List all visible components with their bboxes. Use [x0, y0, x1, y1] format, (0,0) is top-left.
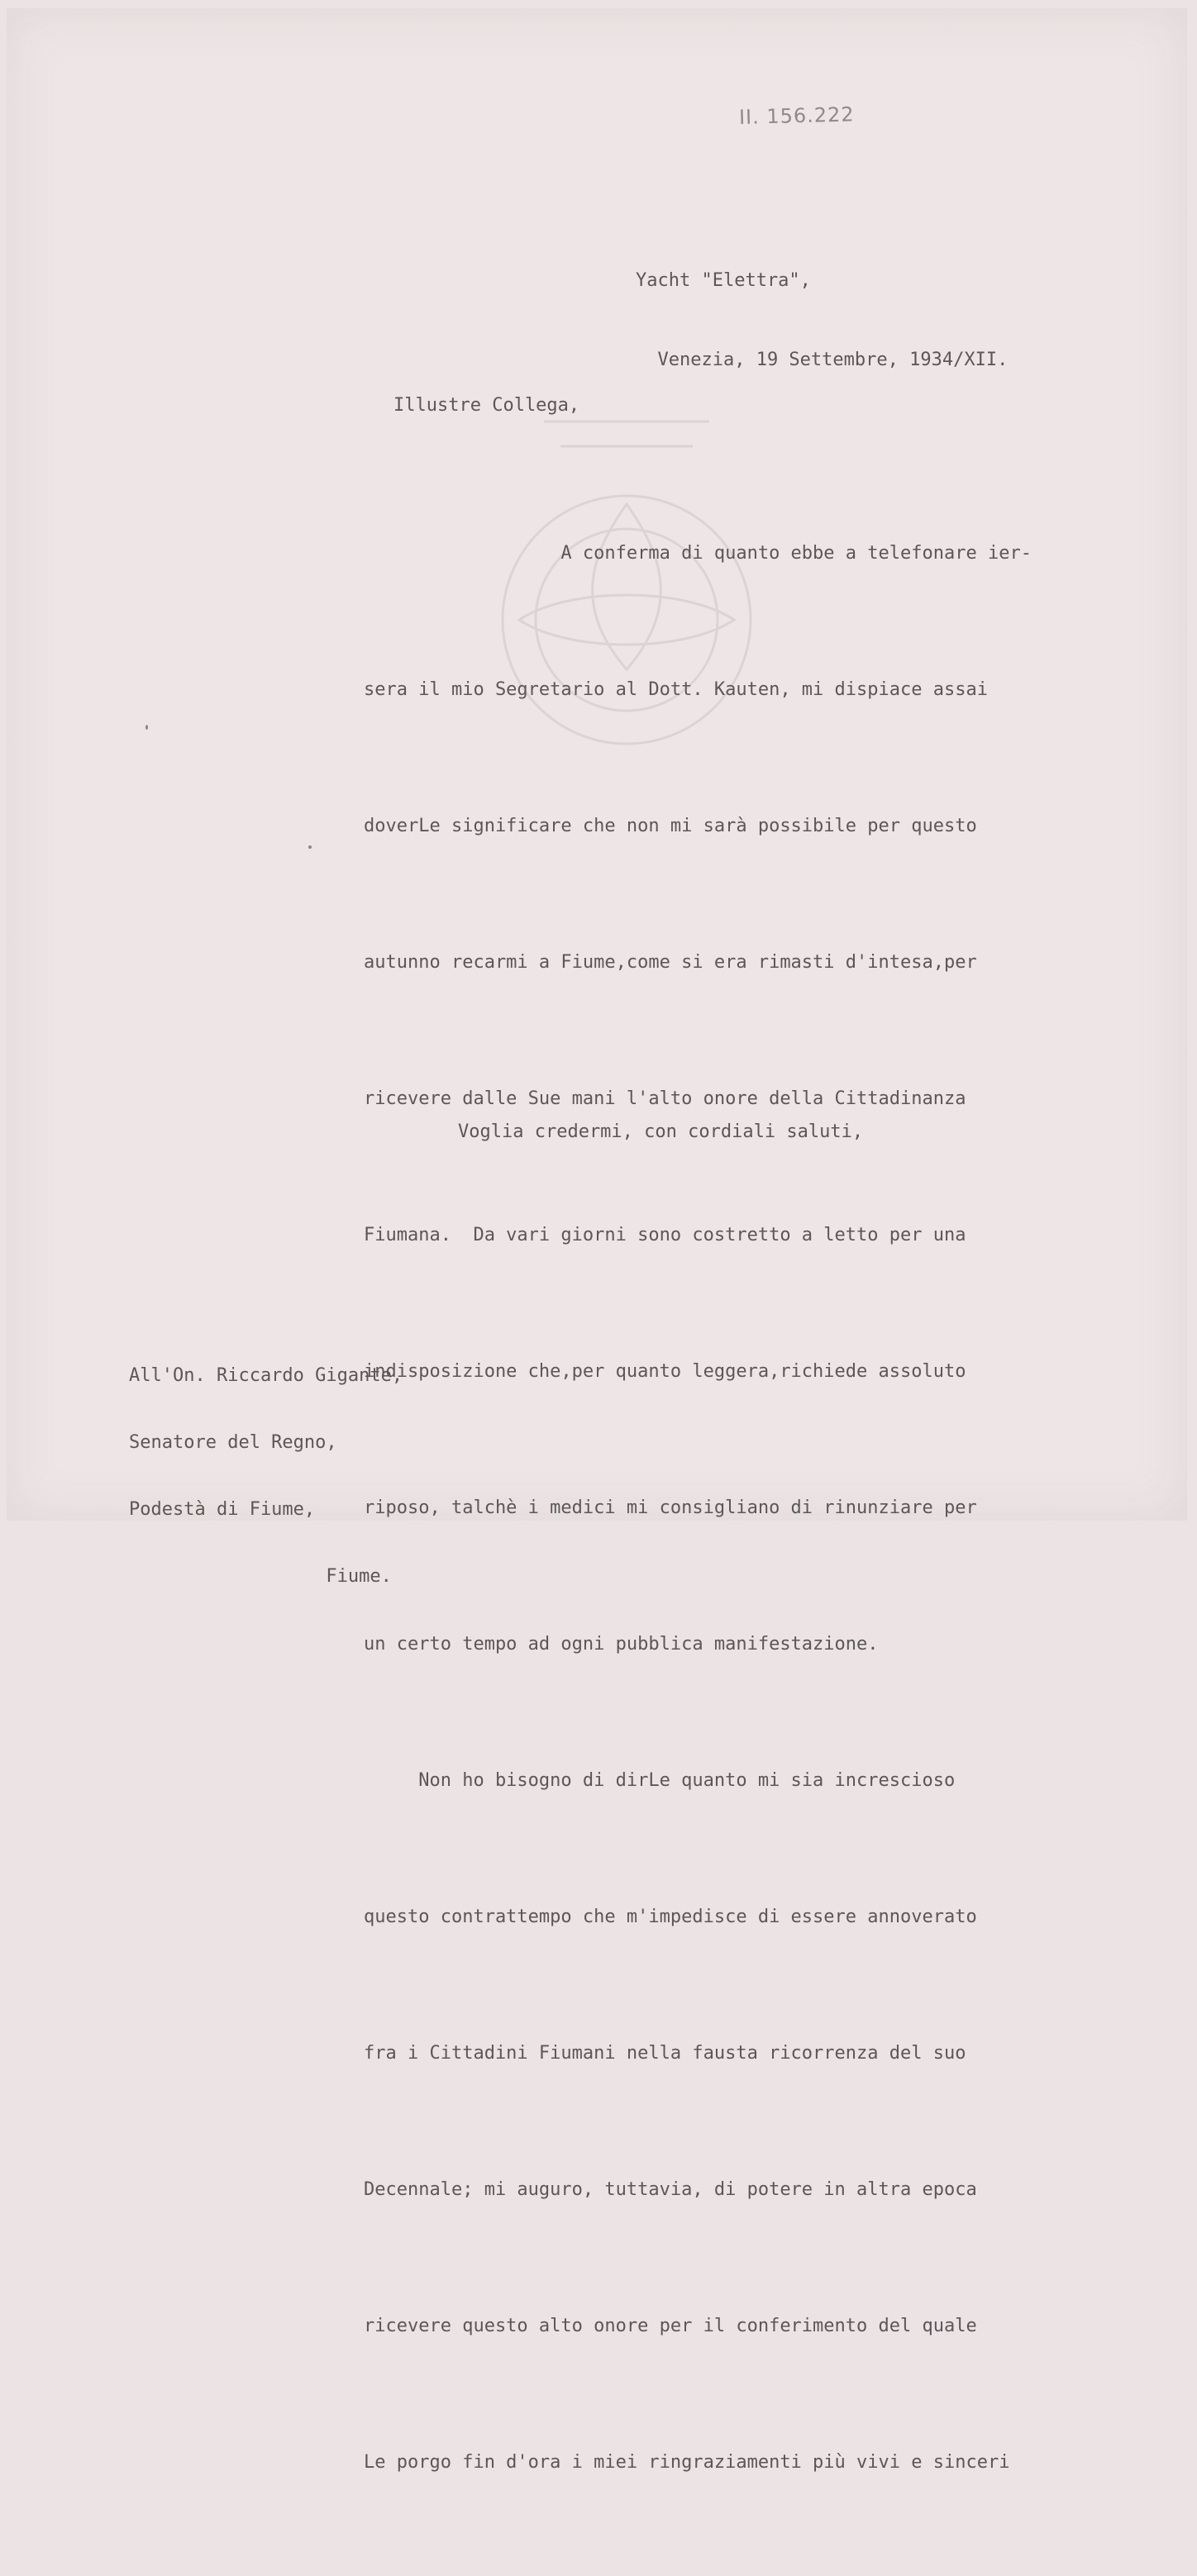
- body-line: un certo tempo ad ogni pubblica manifestazione.: [364, 1634, 879, 1655]
- header-line-place-date: Venezia, 19 Settembre, 1934/XII.: [636, 350, 1009, 370]
- recipient-city: Fiume.: [129, 1566, 392, 1587]
- body-line: doverLe significare che non mi sarà possibile per questo: [364, 816, 977, 836]
- header-line-yacht: Yacht "Elettra",: [636, 270, 811, 291]
- body-line: Non ho bisogno di dirLe quanto mi sia increscioso: [364, 1770, 956, 1791]
- body-line: indisposizione che,per quanto leggera,richiede assoluto: [364, 1361, 966, 1382]
- recipient-name: All'On. Riccardo Gigante,: [129, 1365, 403, 1386]
- paper-speck: [145, 725, 148, 730]
- letter-header: [636, 215, 1008, 426]
- body-line: A conferma di quanto ebbe a telefonare ier-: [364, 543, 1032, 564]
- salutation: Illustre Collega,: [393, 395, 580, 416]
- recipient-address: [129, 1320, 403, 1632]
- body-line: autunno recarmi a Fiume,come si era rimasti d'intesa,per: [364, 952, 977, 973]
- recipient-title: Senatore del Regno,: [129, 1432, 337, 1453]
- body-line: Le porgo fin d'ora i miei ringraziamenti più vivi e sinceri: [364, 2452, 1010, 2473]
- body-line: Decennale; mi auguro, tuttavia, di potere in altra epoca: [364, 2179, 977, 2200]
- body-line: sera il mio Segretario al Dott. Kauten, mi dispiace assai: [364, 679, 988, 700]
- letter-page: [7, 8, 1187, 2473]
- body-line: Fiumana. Da vari giorni sono costretto a letto per una: [364, 1225, 966, 1245]
- closing-line: Voglia credermi, con cordiali saluti,: [458, 1121, 864, 1142]
- body-line: fra i Cittadini Fiumani nella fausta ricorrenza del suo: [364, 2043, 966, 2064]
- paper-speck: [308, 845, 312, 849]
- body-line: questo contrattempo che m'impedisce di essere annoverato: [364, 1907, 977, 1927]
- archive-reference: II. 156.222: [738, 102, 855, 129]
- letter-body: [364, 440, 1032, 2576]
- body-line: riposo, talchè i medici mi consigliano di rinunziare per: [364, 1498, 977, 1518]
- body-line: ricevere questo alto onore per il conferimento del quale: [364, 2316, 977, 2336]
- body-line: ricevere dalle Sue mani l'alto onore della Cittadinanza: [364, 1088, 966, 1109]
- recipient-role: Podestà di Fiume,: [129, 1499, 316, 1520]
